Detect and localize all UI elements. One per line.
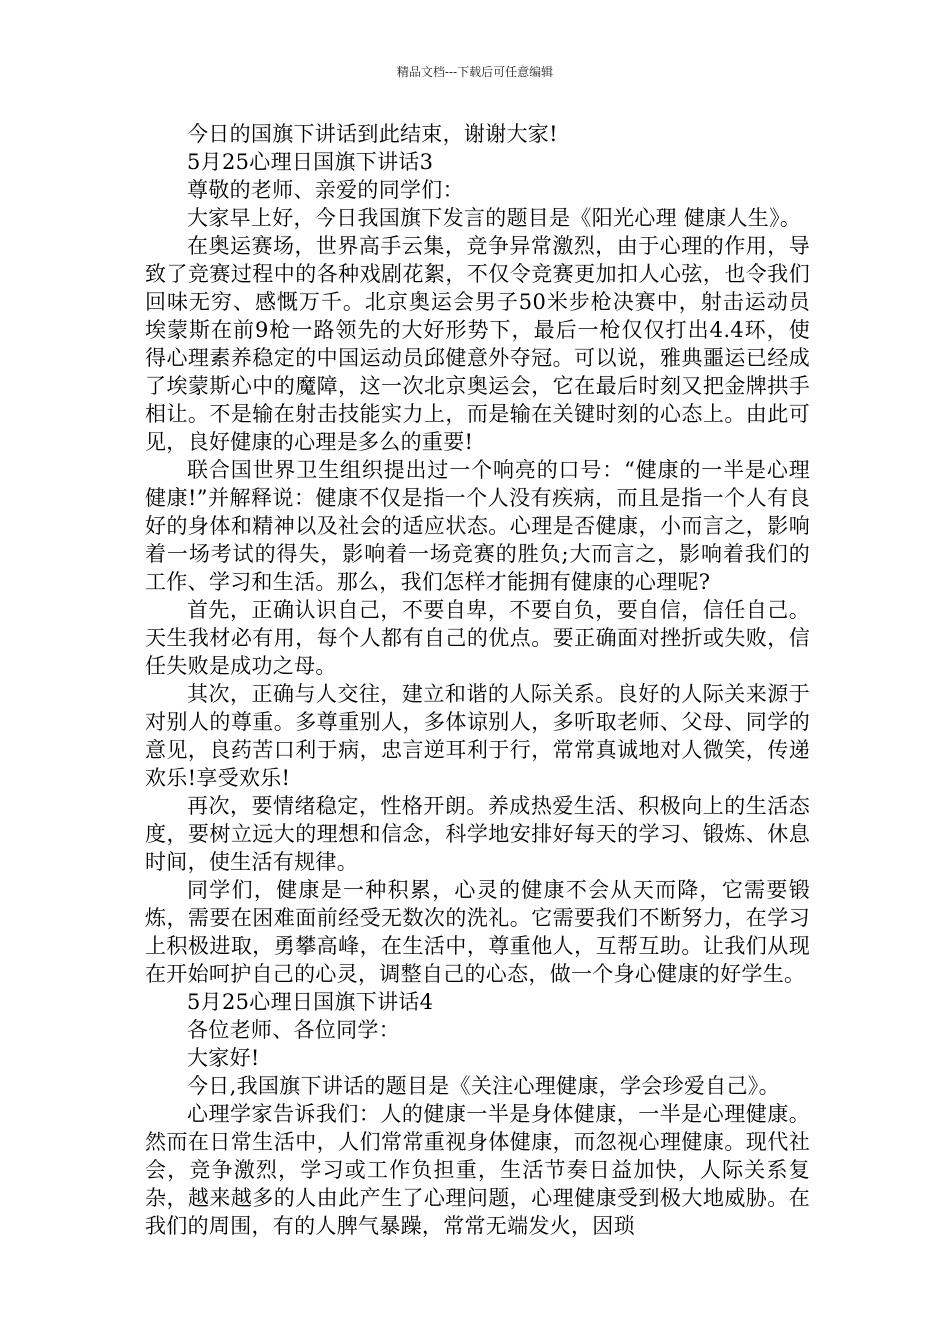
section-title-speech-4: 5月25心理日国旗下讲话4 [187, 990, 434, 1014]
paragraph-greeting-topic: 大家早上好，今日我国旗下发言的题目是《阳光心理 健康人生》。 [187, 206, 802, 230]
document-body [145, 120, 810, 1240]
closing-line: 今日的国旗下讲话到此结束，谢谢大家! [187, 122, 558, 146]
paragraph-olympics: 在奥运赛场，世界高手云集，竞争异常激烈，由于心理的作用，导致了竞赛过程中的各种戏剧花絮，不仅令竞赛更加扣人心弦，也令我们回味无穷、感慨万千。北京奥运会男子50米步枪决赛中，射击运动员埃蒙斯在前9枪一路领先的大好形势下，最后一枪仅仅打出4.4环，使得心理素养稳定的中国运动员邱健意外夺冠。可以说，雅典噩运已经成了埃蒙斯心中的魔障，这一次北京奥运会，它在最后时刻又把金牌拱手相让。不是输在射击技能实力上，而是输在关键时刻的心态上。由此可见，良好健康的心理是多么的重要! [145, 234, 810, 454]
paragraph-who-slogan: 联合国世界卫生组织提出过一个响亮的口号：“健康的一半是心理健康!”并解释说：健康不仅是指一个人没有疾病，而且是指一个人有良好的身体和精神以及社会的适应状态。心理是否健康，小而言之，影响着一场考试的得失，影响着一场竞赛的胜负;大而言之，影响着我们的工作、学习和生活。那么，我们怎样才能拥有健康的心理呢? [145, 458, 810, 594]
paragraph-second: 其次，正确与人交往，建立和谐的人际关系。良好的人际关来源于对别人的尊重。多尊重别人，多体谅别人，多听取老师、父母、同学的意见，良药苦口利于病，忠言逆耳利于行，常常真诚地对人微笑，传递欢乐!享受欢乐! [145, 682, 810, 790]
paragraph-psychologist: 心理学家告诉我们：人的健康一半是身体健康，一半是心理健康。然而在日常生活中，人们常常重视身体健康，而忽视心理健康。现代社会，竞争激烈，学习或工作负担重，生活节奏日益加快，人际关系复杂，越来越多的人由此产生了心理问题，心理健康受到极大地威胁。在我们的周围，有的人脾气暴躁，常常无端发火，因琐 [145, 1102, 810, 1238]
section-title-speech-3: 5月25心理日国旗下讲话3 [187, 150, 434, 174]
paragraph-first: 首先，正确认识自己，不要自卑，不要自负，要自信，信任自己。天生我材必有用，每个人都有自己的优点。要正确面对挫折或失败，信任失败是成功之母。 [145, 598, 810, 678]
salutation-speech-3: 尊敬的老师、亲爱的同学们： [187, 178, 464, 202]
paragraph-conclusion: 同学们，健康是一种积累，心灵的健康不会从天而降，它需要锻炼，需要在困难面前经受无数次的洗礼。它需要我们不断努力，在学习上积极进取，勇攀高峰，在生活中，尊重他人，互帮互助。让我们从现在开始呵护自己的心灵，调整自己的心态，做一个身心健康的好学生。 [145, 878, 810, 986]
paragraph-topic-speech-4: 今日,我国旗下讲话的题目是《关注心理健康，学会珍爱自己》。 [187, 1074, 780, 1098]
salutation-speech-4: 各位老师、各位同学： [187, 1018, 400, 1042]
page-header: 精品文档---下载后可任意编辑 [396, 65, 554, 79]
greeting-speech-4: 大家好! [187, 1046, 260, 1070]
paragraph-third: 再次，要情绪稳定，性格开朗。养成热爱生活、积极向上的生活态度，要树立远大的理想和信念，科学地安排好每天的学习、锻炼、休息时间，使生活有规律。 [145, 794, 810, 874]
